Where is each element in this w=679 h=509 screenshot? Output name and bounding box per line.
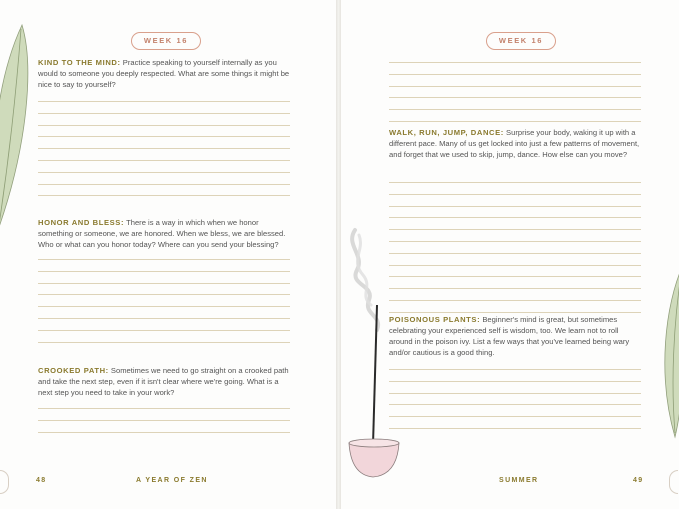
prompt-honor-and-bless	[38, 217, 290, 250]
prompt-text: Practice speaking to yourself internally as you would to someone you deeply respected. What are some things it might be nice to say to yourself?	[38, 58, 290, 89]
prompt-kind-to-the-mind	[38, 57, 290, 90]
writing-lines[interactable]	[389, 369, 641, 440]
prompt-heading: POISONOUS PLANTS:	[389, 315, 481, 324]
leaf-illustration-icon-right	[655, 265, 679, 440]
prompt-heading: HONOR AND BLESS:	[38, 218, 125, 227]
prompt-text: Sometimes we need to go straight on a crooked path and take the next step, even if it isn't clear where we're going. What is a next step you need to take in your work?	[38, 366, 289, 397]
writing-lines[interactable]	[38, 101, 290, 207]
week-label-left: WEEK 16	[131, 32, 201, 50]
prompt-heading: WALK, RUN, JUMP, DANCE:	[389, 128, 504, 137]
page-number-right: 49	[633, 477, 644, 484]
prompt-heading: KIND TO THE MIND:	[38, 58, 121, 67]
prompt-crooked-path	[38, 365, 290, 398]
running-title-left: A YEAR OF ZEN	[136, 477, 208, 484]
prompt-poisonous-plants	[389, 314, 641, 358]
writing-lines[interactable]	[389, 62, 641, 133]
prompt-text: Beginner's mind is great, but sometimes celebrating your experienced self is wisdom, too. We learn not to roll around in the poison ivy. List a few ways that you've learned being wary and/or cautious is a good thing.	[389, 315, 630, 357]
writing-lines[interactable]	[389, 182, 641, 324]
prompt-walk-run-jump-dance	[389, 127, 641, 160]
writing-lines[interactable]	[38, 259, 290, 353]
writing-lines[interactable]	[38, 408, 290, 443]
prompt-heading: CROOKED PATH:	[38, 366, 109, 375]
week-label-right: WEEK 16	[486, 32, 556, 50]
prompt-text: There is a way in which when we honor something or someone, we are honored. When we bless, we are blessed. Who or what can you honor today? Where can you send your blessing?	[38, 218, 286, 249]
leaf-illustration-icon	[0, 25, 34, 235]
page-tab-right	[669, 470, 678, 494]
running-title-right: SUMMER	[499, 477, 539, 484]
prompt-text: Surprise your body, waking it up with a different pace. Many of us get locked into just a few patterns of movement, and forget that we used to skip, jump, dance. How else can you move?	[389, 128, 640, 159]
page-number-left: 48	[36, 477, 47, 484]
